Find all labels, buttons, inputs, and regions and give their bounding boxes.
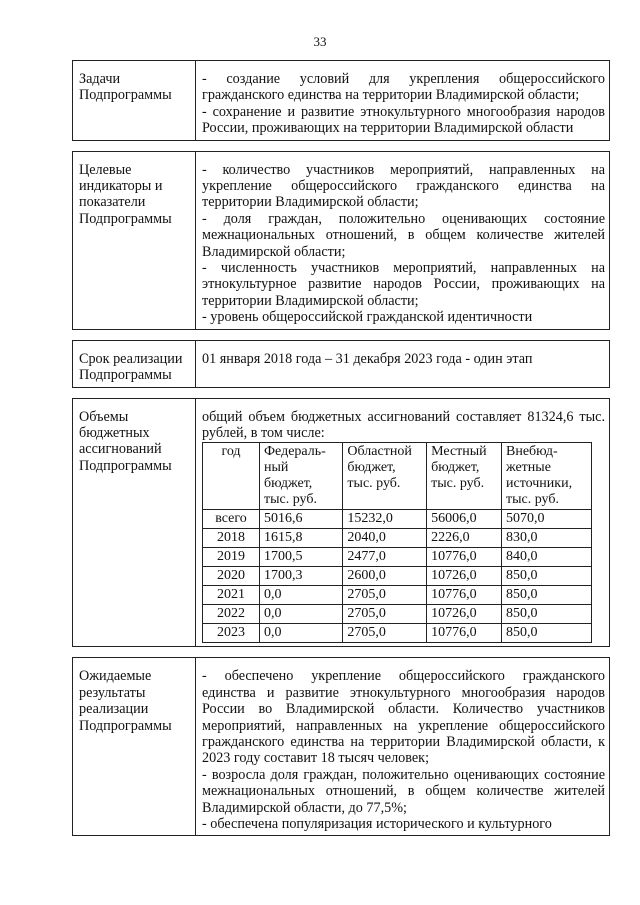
indicators-row bbox=[73, 151, 610, 329]
finance-cell: 5016,6 bbox=[260, 510, 343, 529]
term-label: Срок реализации Подпрограммы bbox=[73, 340, 196, 387]
tasks-content bbox=[196, 61, 610, 141]
results-content bbox=[196, 658, 610, 836]
finance-cell-year: 2022 bbox=[203, 605, 260, 624]
finance-header-offbudget: Внебюд-жетные источники, тыс. руб. bbox=[501, 443, 591, 510]
results-row bbox=[73, 658, 610, 836]
finance-cell: 10726,0 bbox=[427, 567, 502, 586]
finance-cell-year: 2020 bbox=[203, 567, 260, 586]
finance-row bbox=[203, 510, 592, 529]
result-item: - обеспечена популяризация исторического и культурного bbox=[202, 815, 552, 832]
finance-cell-year: 2018 bbox=[203, 529, 260, 548]
finance-row bbox=[203, 624, 592, 643]
finance-cell: 2040,0 bbox=[343, 529, 427, 548]
finance-cell-year: всего bbox=[203, 510, 260, 529]
tasks-item: - сохранение и развитие этнокультурного многообразия народов России, проживающих на территории Владимирской области bbox=[202, 103, 605, 137]
result-item: - обеспечено укрепление общероссийского гражданского единства и развитие этнокультурного многообразия народов России во Владимирской области. Количество участников мероприятий, направленных на укрепление общероссийского гражданского единства на территории Владимирской области, к 2023 году составит 18 тысяч человек; bbox=[202, 668, 605, 767]
finance-cell: 2600,0 bbox=[343, 567, 427, 586]
term-text: 01 января 2018 года – 31 декабря 2023 года - один этап bbox=[202, 350, 533, 367]
finance-table bbox=[202, 442, 592, 643]
budget-row bbox=[73, 398, 610, 647]
finance-cell: 2705,0 bbox=[343, 605, 427, 624]
finance-cell: 5070,0 bbox=[501, 510, 591, 529]
finance-cell: 2705,0 bbox=[343, 586, 427, 605]
finance-cell: 10776,0 bbox=[427, 586, 502, 605]
indicator-item: - доля граждан, положительно оценивающих состояние межнациональных отношений, в общем количестве жителей Владимирской области; bbox=[202, 210, 605, 260]
finance-cell: 10776,0 bbox=[427, 548, 502, 567]
finance-cell: 850,0 bbox=[501, 605, 591, 624]
finance-cell: 1700,3 bbox=[260, 567, 343, 586]
finance-cell: 0,0 bbox=[260, 586, 343, 605]
finance-cell-year: 2023 bbox=[203, 624, 260, 643]
indicator-item: - численность участников мероприятий, направленных на этнокультурное развитие народов России, проживающих на территории Владимирской области; bbox=[202, 260, 605, 309]
term-row bbox=[73, 340, 610, 387]
finance-cell: 10726,0 bbox=[427, 605, 502, 624]
finance-cell-year: 2019 bbox=[203, 548, 260, 567]
indicator-item: - уровень общероссийской гражданской идентичности bbox=[202, 309, 533, 326]
finance-header-federal: Федераль-ный бюджет, тыс. руб. bbox=[260, 443, 343, 510]
finance-cell: 2226,0 bbox=[427, 529, 502, 548]
finance-cell: 850,0 bbox=[501, 567, 591, 586]
finance-row bbox=[203, 548, 592, 567]
results-label: Ожидаемые результаты реализации Подпрограммы bbox=[73, 658, 196, 836]
result-item: - возросла доля граждан, положительно оценивающих состояние межнациональных отношений, в общем количестве жителей Владимирской области, до 77,5%; bbox=[202, 766, 605, 816]
term-content bbox=[196, 340, 610, 387]
finance-cell: 850,0 bbox=[501, 624, 591, 643]
budget-intro: общий объем бюджетных ассигнований составляет 81324,6 тыс. рублей, в том числе: bbox=[202, 408, 605, 441]
budget-label: Объемы бюджетных ассигнований Подпрограммы bbox=[73, 398, 196, 647]
finance-cell: 0,0 bbox=[260, 605, 343, 624]
finance-cell: 56006,0 bbox=[427, 510, 502, 529]
finance-row bbox=[203, 529, 592, 548]
finance-cell: 840,0 bbox=[501, 548, 591, 567]
finance-row bbox=[203, 586, 592, 605]
finance-cell: 2477,0 bbox=[343, 548, 427, 567]
finance-cell: 830,0 bbox=[501, 529, 591, 548]
tasks-label: Задачи Подпрограммы bbox=[73, 61, 196, 141]
finance-cell: 1700,5 bbox=[260, 548, 343, 567]
finance-cell: 0,0 bbox=[260, 624, 343, 643]
finance-row bbox=[203, 605, 592, 624]
finance-cell: 2705,0 bbox=[343, 624, 427, 643]
finance-header-local: Местный бюджет, тыс. руб. bbox=[427, 443, 502, 510]
finance-cell: 1615,8 bbox=[260, 529, 343, 548]
finance-cell-year: 2021 bbox=[203, 586, 260, 605]
finance-cell: 15232,0 bbox=[343, 510, 427, 529]
finance-cell: 10776,0 bbox=[427, 624, 502, 643]
finance-header-year: год bbox=[203, 443, 260, 510]
finance-header-regional: Областной бюджет, тыс. руб. bbox=[343, 443, 427, 510]
indicator-item: - количество участников мероприятий, направленных на укрепление общероссийского гражданского единства на территории Владимирской области; bbox=[202, 161, 605, 211]
indicators-content bbox=[196, 151, 610, 329]
finance-row bbox=[203, 567, 592, 586]
budget-content bbox=[196, 398, 610, 647]
indicators-label: Целевые индикаторы и показатели Подпрограммы bbox=[73, 151, 196, 329]
subprogram-passport-table bbox=[72, 60, 610, 836]
tasks-row bbox=[73, 61, 610, 141]
page-number: 33 bbox=[313, 34, 327, 49]
finance-cell: 850,0 bbox=[501, 586, 591, 605]
tasks-item: - создание условий для укрепления общероссийского гражданского единства на территории Владимирской области; bbox=[202, 71, 605, 104]
finance-header-row bbox=[203, 443, 592, 510]
